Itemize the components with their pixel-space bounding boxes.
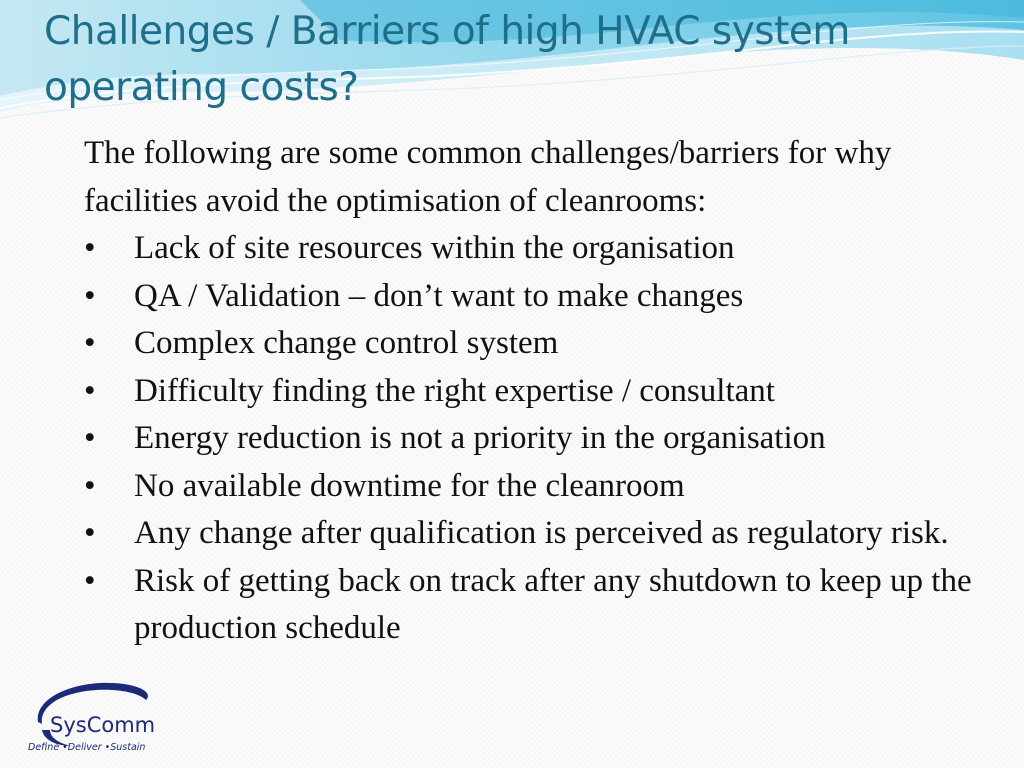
bullet-item: [84, 463, 1004, 511]
bullet-text: No available downtime for the cleanroom: [134, 467, 685, 504]
intro-text: The following are some common challenges/barriers for why facilities avoid the optimisation of cleanrooms:: [84, 135, 892, 219]
bullet-dot-icon: •: [84, 562, 96, 599]
bullet-text: Risk of getting back on track after any shutdown to keep up the production schedule: [134, 562, 972, 646]
bullet-dot-icon: •: [84, 277, 96, 314]
bullet-list: [84, 225, 1004, 653]
bullet-text: Complex change control system: [134, 325, 559, 361]
bullet-item: [84, 558, 1004, 653]
slide-body: [84, 130, 1004, 653]
bullet-dot-icon: •: [84, 230, 96, 266]
bullet-item: [84, 368, 1004, 416]
bullet-dot-icon: •: [84, 420, 96, 456]
bullet-text: Energy reduction is not a priority in the organisation: [134, 420, 826, 456]
bullet-text: QA / Validation – don’t want to make changes: [134, 277, 744, 314]
bullet-text: Any change after qualification is perceived as regulatory risk.: [134, 515, 949, 551]
bullet-item: [84, 273, 1004, 321]
bullet-dot-icon: •: [84, 467, 96, 504]
bullet-item: [84, 225, 1004, 273]
bullet-item: [84, 320, 1004, 368]
bullet-dot-icon: •: [84, 325, 96, 361]
bullet-item: [84, 510, 1004, 558]
logo-tagline: Define •Deliver •Sustain: [28, 742, 146, 753]
bullet-dot-icon: •: [84, 515, 96, 551]
logo-wordmark: SysComm: [50, 713, 156, 737]
bullet-text: Lack of site resources within the organisation: [134, 230, 735, 266]
slide-title: Challenges / Barriers of high HVAC system operating costs?: [44, 9, 850, 110]
bullet-dot-icon: •: [84, 372, 96, 409]
bullet-item: [84, 415, 1004, 463]
bullet-text: Difficulty finding the right expertise / consultant: [134, 372, 775, 409]
